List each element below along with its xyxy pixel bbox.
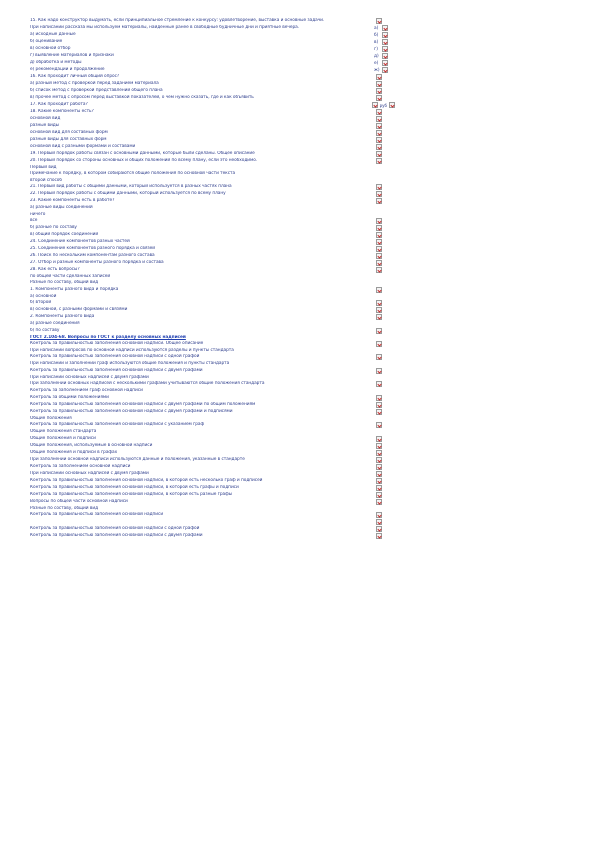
question-row	[30, 492, 570, 498]
answer-checkbox[interactable]	[382, 67, 388, 73]
question-row	[30, 39, 570, 45]
question-row	[30, 416, 570, 421]
answer-checkbox[interactable]	[376, 492, 382, 498]
question-text: При заполнении основной надписи используются данные и положения, указанные в стандарте	[30, 456, 245, 462]
answer-option	[374, 53, 388, 59]
question-row	[30, 361, 570, 366]
question-row	[30, 32, 570, 38]
question-row	[30, 53, 570, 59]
question-row	[30, 171, 570, 176]
answer-checkbox[interactable]	[376, 443, 382, 449]
option-label: г)	[374, 46, 378, 52]
question-text: Контроль за правильностью заполнения основной надписи с одной графой	[30, 354, 200, 360]
answer-checkbox[interactable]	[376, 151, 382, 157]
question-text: б) второй	[30, 300, 52, 306]
question-row	[30, 314, 570, 320]
answer-checkbox[interactable]	[382, 60, 388, 66]
question-text: 28. Как есть вопросы?	[30, 267, 80, 273]
question-row	[30, 402, 570, 408]
question-text: Контроль за правильностью заполнения основной надписи с одной графой	[30, 525, 200, 531]
answer-checkbox[interactable]	[376, 184, 382, 190]
answer-checkbox[interactable]	[382, 46, 388, 52]
question-text: Контроль за заполнением основной надписи	[30, 463, 131, 469]
question-text: б) разные по составу	[30, 225, 77, 231]
question-row	[30, 260, 570, 266]
question-row	[30, 123, 570, 129]
question-row	[30, 321, 570, 326]
answer-checkbox[interactable]	[376, 307, 382, 313]
question-text: основной вид	[30, 116, 61, 121]
answer-checkbox[interactable]	[376, 422, 382, 428]
question-text: Общие положения и подписи	[30, 435, 96, 441]
question-text: основной вид для составных форм	[30, 130, 108, 135]
question-text: а) основной	[30, 293, 57, 299]
answer-checkbox[interactable]	[382, 32, 388, 38]
question-text: 25. Соединение компонентов разного порядка и связей	[30, 246, 155, 252]
question-row	[30, 381, 570, 387]
question-row	[30, 274, 570, 279]
question-text: в) основной отбор	[30, 46, 71, 51]
question-text: Разные по составу, общий вид	[30, 505, 98, 511]
question-text: основной вид с разными формами и составами	[30, 144, 136, 149]
question-text: Контроль за заполнением граф основной надписи	[30, 388, 143, 394]
answer-checkbox[interactable]	[376, 314, 382, 320]
question-row	[30, 287, 570, 293]
option-label: б)	[374, 32, 379, 38]
question-text: Контроль за правильностью заполнения основной надписи, в которой есть разные графы	[30, 491, 233, 497]
question-row	[30, 506, 570, 511]
question-row	[30, 130, 570, 136]
question-text: При написании рассказа мы используем материалы, найденные ранее в свободные будничные дни и приятные вечера.	[30, 25, 300, 30]
question-row	[30, 280, 570, 285]
question-text: Контроль за правильностью заполнения основной надписи	[30, 511, 164, 517]
answer-option	[374, 60, 388, 66]
answer-checkbox[interactable]	[376, 436, 382, 442]
answer-checkbox[interactable]	[376, 519, 382, 525]
question-row	[30, 422, 570, 428]
question-text: Общие положения	[30, 415, 72, 421]
answer-option	[374, 67, 388, 73]
question-text: 22. Первый порядок работы с общими данными, который используется по всему плану	[30, 191, 226, 197]
question-text: 15. Как надо конструктор выдумать, если принципиальное стремление к конкурсу: удовлетворение, выставка и основные задачи.	[30, 18, 325, 23]
question-text: 24. Соединение компонентов разных частей	[30, 239, 130, 245]
question-text: 18. Какие компоненты есть?	[30, 109, 94, 114]
answer-checkbox[interactable]	[376, 267, 382, 273]
question-row	[30, 67, 570, 73]
answer-checkbox[interactable]	[382, 25, 388, 31]
question-text: разные виды	[30, 123, 59, 128]
question-row	[30, 409, 570, 415]
answer-checkbox[interactable]	[376, 95, 382, 101]
question-text: второй способ	[30, 177, 62, 183]
answer-checkbox[interactable]	[376, 239, 382, 245]
answer-checkbox[interactable]	[382, 39, 388, 45]
question-text: Контроль за правильностью заполнения основной надписи с двумя графами по общим положениям	[30, 401, 256, 407]
question-row	[30, 178, 570, 183]
answer-checkbox[interactable]	[376, 116, 382, 122]
answer-checkbox[interactable]	[376, 328, 382, 334]
answer-checkbox[interactable]	[372, 102, 378, 108]
answer-checkbox[interactable]	[376, 123, 382, 129]
question-row	[30, 335, 570, 340]
answer-checkbox[interactable]	[376, 471, 382, 477]
answer-input-group	[372, 102, 395, 108]
question-text: 21. Первый вид работы с общими данными, который используется в разных частях плана	[30, 184, 232, 190]
question-text: Контроль за правильностью заполнения основной надписи с указанием граф	[30, 422, 205, 428]
question-text: а) разный метод с проверкой перед заданием материала	[30, 81, 159, 86]
question-text: Общие положения и подписи в графах	[30, 449, 118, 455]
question-text: Общие положения стандарта	[30, 429, 97, 435]
question-text: Контроль за правильностью заполнения основной надписи. Общее описание	[30, 341, 204, 347]
question-text: Контроль за правильностью заполнения основной надписи, в которой есть графы и подписи	[30, 484, 239, 490]
answer-checkbox[interactable]	[376, 158, 382, 164]
question-row	[30, 225, 570, 231]
question-row	[30, 239, 570, 245]
question-row	[30, 198, 570, 204]
question-row	[30, 137, 570, 143]
question-text: в) прочее метод с опросом перед выставкой показателей, о чем нужно сказать, где и как объявить	[30, 95, 254, 100]
question-row	[30, 102, 570, 108]
question-row	[30, 253, 570, 259]
question-row	[30, 109, 570, 115]
question-text: 20. Первый порядок со стороны основных и общих положений по всему плану, если это необходимо.	[30, 158, 258, 163]
question-row	[30, 191, 570, 197]
answer-checkbox[interactable]	[376, 533, 382, 539]
answer-checkbox[interactable]	[376, 225, 382, 231]
answer-checkbox[interactable]	[376, 191, 382, 197]
question-text: е) рекомендации и продолжение	[30, 67, 105, 72]
answer-checkbox[interactable]	[376, 409, 382, 415]
option-label: ж)	[374, 67, 380, 73]
question-text: в) основной, с разными формами и связями	[30, 307, 128, 313]
question-row	[30, 212, 570, 217]
option-label: д)	[374, 53, 379, 59]
question-row	[30, 294, 570, 299]
answer-option	[374, 46, 388, 52]
answer-checkbox[interactable]	[376, 198, 382, 204]
question-row	[30, 307, 570, 313]
question-text: Контроль за правильностью заполнения основной надписи с двумя графами и подписями	[30, 408, 233, 414]
question-row	[30, 471, 570, 477]
answer-checkbox[interactable]	[382, 53, 388, 59]
question-row	[30, 526, 570, 532]
answer-checkbox[interactable]	[376, 464, 382, 470]
question-text: Контроль за общими положениями	[30, 394, 109, 400]
question-row	[30, 25, 570, 31]
question-text: 17. Как проходит работа?	[30, 102, 88, 107]
question-text: а) исходные данные	[30, 32, 76, 37]
question-row	[30, 60, 570, 66]
unit-label: руб	[379, 102, 387, 108]
question-text: При заполнении основных надписей с несколькими графами учитываются общие положения стандарта	[30, 381, 265, 387]
question-row	[30, 478, 570, 484]
question-row	[30, 205, 570, 210]
question-text: При написании основных надписей с двумя графами	[30, 470, 149, 476]
question-row	[30, 81, 570, 87]
question-row	[30, 395, 570, 401]
question-row	[30, 485, 570, 491]
answer-checkbox[interactable]	[389, 102, 395, 108]
question-row	[30, 95, 570, 101]
question-row	[30, 165, 570, 170]
answer-checkbox[interactable]	[376, 300, 382, 306]
question-text: 16. Как проходит личный общий опрос?	[30, 74, 120, 79]
answer-checkbox[interactable]	[376, 109, 382, 115]
answer-checkbox[interactable]	[376, 81, 382, 87]
answer-checkbox[interactable]	[376, 512, 382, 518]
question-text: в) общий порядок соединений	[30, 232, 99, 238]
question-row	[30, 300, 570, 306]
question-text: а) разные соединения	[30, 321, 80, 327]
question-text: Первый вид	[30, 165, 57, 170]
option-label: а)	[374, 25, 379, 31]
question-row	[30, 450, 570, 456]
answer-checkbox[interactable]	[376, 485, 382, 491]
question-row	[30, 375, 570, 380]
question-text: 1. Компоненты разного вида и порядка	[30, 286, 119, 292]
question-text: 23. Какие компоненты есть в работе?	[30, 198, 115, 204]
question-text: б) оценивание	[30, 39, 63, 44]
answer-checkbox[interactable]	[376, 402, 382, 408]
question-row	[30, 246, 570, 252]
answer-checkbox[interactable]	[376, 287, 382, 293]
standard-link[interactable]: ГОСТ 2.104-68. Вопросы по ГОСТ к разделу основных надписей	[30, 334, 186, 340]
answer-checkbox[interactable]	[376, 88, 382, 94]
answer-checkbox[interactable]	[376, 341, 382, 347]
question-text: а) разные виды соединений	[30, 205, 93, 211]
answer-checkbox[interactable]	[376, 246, 382, 252]
question-row	[30, 218, 570, 224]
question-text: Общие положения, используемые в основной надписи	[30, 442, 153, 448]
question-row	[30, 429, 570, 434]
question-text: Примечание к порядку, в котором собираются общие положения по основной части текста	[30, 171, 236, 177]
question-row	[30, 533, 570, 539]
question-text: 27. Отбор и разные компоненты разного порядка и состава	[30, 260, 164, 266]
question-row	[30, 519, 570, 525]
answer-checkbox[interactable]	[376, 368, 382, 374]
answer-checkbox[interactable]	[376, 253, 382, 259]
question-row	[30, 368, 570, 374]
question-text: При написании вопросов по основной надписи используются разделы и пункты стандарта	[30, 348, 234, 354]
question-row	[30, 443, 570, 449]
option-label: в)	[374, 39, 379, 45]
answer-checkbox[interactable]	[376, 478, 382, 484]
answer-checkbox[interactable]	[376, 18, 382, 24]
answer-checkbox[interactable]	[376, 232, 382, 238]
question-row	[30, 46, 570, 52]
answer-checkbox[interactable]	[376, 381, 382, 387]
question-row	[30, 158, 570, 164]
answer-checkbox[interactable]	[376, 499, 382, 505]
question-text: по общей части сделанных записей	[30, 274, 111, 280]
question-text: Контроль за правильностью заполнения основной надписи с двумя графами	[30, 532, 203, 538]
answer-checkbox[interactable]	[376, 457, 382, 463]
question-row	[30, 74, 570, 80]
question-text: Вопросы по общей части основной надписи	[30, 498, 128, 504]
question-text: При написании основных надписей с двумя графами	[30, 374, 149, 380]
question-row	[30, 464, 570, 470]
question-row	[30, 267, 570, 273]
question-text: г) выявление материалов и признаки	[30, 53, 114, 58]
answer-checkbox[interactable]	[376, 74, 382, 80]
answer-checkbox[interactable]	[376, 260, 382, 266]
question-text: При написании и заполнении граф используются общие положения и пункты стандарта	[30, 361, 230, 367]
question-text: Разные по составу, общий вид	[30, 280, 98, 286]
question-row	[30, 341, 570, 347]
question-row	[30, 457, 570, 463]
question-text: все	[30, 218, 38, 224]
question-row	[30, 499, 570, 505]
question-text: Контроль за правильностью заполнения основной надписи с двумя графами	[30, 367, 203, 373]
question-row	[30, 144, 570, 150]
answer-option	[374, 32, 388, 38]
question-text: 26. Поиск по нескольким компонентам разного состава	[30, 253, 155, 259]
question-row	[30, 328, 570, 334]
question-row	[30, 18, 570, 24]
question-text: Контроль за правильностью заполнения основной надписи, в которой есть несколько граф и подписей	[30, 477, 263, 483]
answer-checkbox[interactable]	[376, 354, 382, 360]
answer-checkbox[interactable]	[376, 450, 382, 456]
question-text: б) список метод с проверкой представлений общего плана	[30, 88, 163, 93]
option-label: е)	[374, 60, 379, 66]
answer-checkbox[interactable]	[376, 218, 382, 224]
answer-checkbox[interactable]	[376, 130, 382, 136]
question-row	[30, 88, 570, 94]
answer-checkbox[interactable]	[376, 395, 382, 401]
answer-checkbox[interactable]	[376, 526, 382, 532]
document-body	[30, 18, 570, 540]
question-text: 19. Первый порядок работы связан с основными данными, которые были сделаны. Общее описание	[30, 151, 255, 156]
answer-option	[374, 25, 388, 31]
question-row	[30, 436, 570, 442]
answer-checkbox[interactable]	[376, 144, 382, 150]
answer-option	[374, 39, 388, 45]
question-text: разные виды для составных форм	[30, 137, 107, 142]
question-row	[30, 512, 570, 518]
question-text: ничего	[30, 211, 46, 217]
question-text: б) по составу	[30, 327, 60, 333]
question-row	[30, 354, 570, 360]
question-row	[30, 348, 570, 353]
question-row	[30, 232, 570, 238]
question-row	[30, 116, 570, 122]
question-row	[30, 184, 570, 190]
question-text: 2. Компоненты разного вида	[30, 314, 95, 320]
question-row	[30, 388, 570, 393]
question-row	[30, 151, 570, 157]
answer-checkbox[interactable]	[376, 137, 382, 143]
question-text: д) обработка и методы	[30, 60, 82, 65]
